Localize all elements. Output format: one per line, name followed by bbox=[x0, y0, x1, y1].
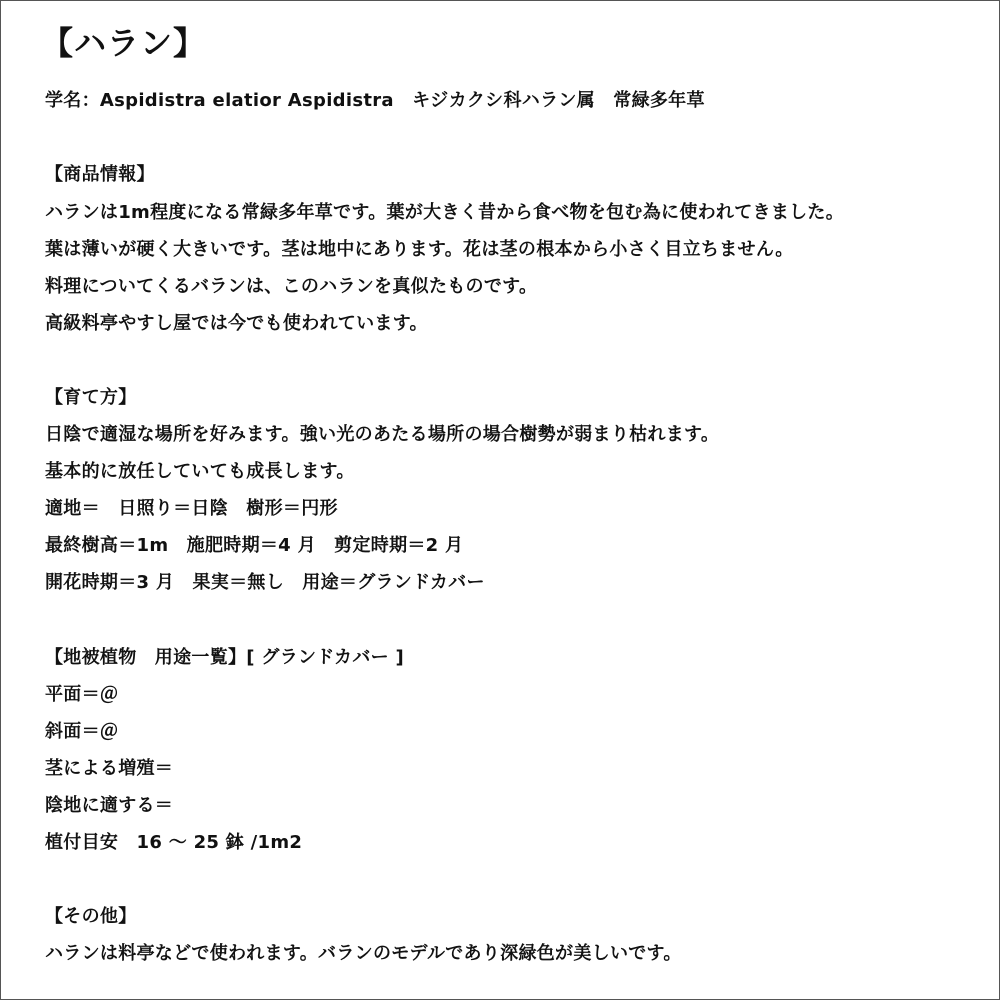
product-info-line: 料理についてくるバランは、このハランを真似たものです。 bbox=[45, 276, 538, 297]
ground-cover-line: 茎による増殖＝ bbox=[45, 758, 174, 779]
product-info-line: ハランは1m程度になる常緑多年草です。葉が大きく昔から食べ物を包む為に使われてきました。 bbox=[45, 202, 845, 223]
care-line: 基本的に放任していても成長します。 bbox=[45, 461, 355, 482]
care-line: 適地＝ 日照り＝日陰 樹形＝円形 bbox=[45, 498, 338, 519]
scientific-name: 学名：Aspidistra elatior Aspidistra キジカクシ科ハラン属 常緑多年草 bbox=[45, 90, 705, 111]
care-line: 最終樹高＝1m 施肥時期＝4 月 剪定時期＝2 月 bbox=[45, 535, 464, 556]
ground-cover-line: 植付目安 16 ～ 25 鉢 /1m2 bbox=[45, 832, 303, 853]
product-info-heading: 【商品情報】 bbox=[45, 164, 155, 185]
ground-cover-line: 斜面＝＠ bbox=[45, 721, 119, 742]
product-info-line: 葉は薄いが硬く大きいです。茎は地中にあります。花は茎の根本から小さく目立ちません。 bbox=[45, 239, 794, 260]
other-heading: 【その他】 bbox=[45, 906, 137, 927]
care-heading: 【育て方】 bbox=[45, 387, 137, 408]
page-title: 【ハラン】 bbox=[41, 24, 207, 62]
ground-cover-heading: 【地被植物 用途一覧】[ グランドカバー ] bbox=[45, 647, 405, 668]
other-line: ハランは料亭などで使われます。バランのモデルであり深緑色が美しいです。 bbox=[45, 943, 682, 964]
product-info-line: 高級料亭やすし屋では今でも使われています。 bbox=[45, 313, 428, 334]
care-line: 開花時期＝3 月 果実＝無し 用途＝グランドカバー bbox=[45, 572, 485, 593]
ground-cover-line: 陰地に適する＝ bbox=[45, 795, 174, 816]
ground-cover-line: 平面＝＠ bbox=[45, 684, 119, 705]
care-line: 日陰で適湿な場所を好みます。強い光のあたる場所の場合樹勢が弱まり枯れます。 bbox=[45, 424, 720, 445]
